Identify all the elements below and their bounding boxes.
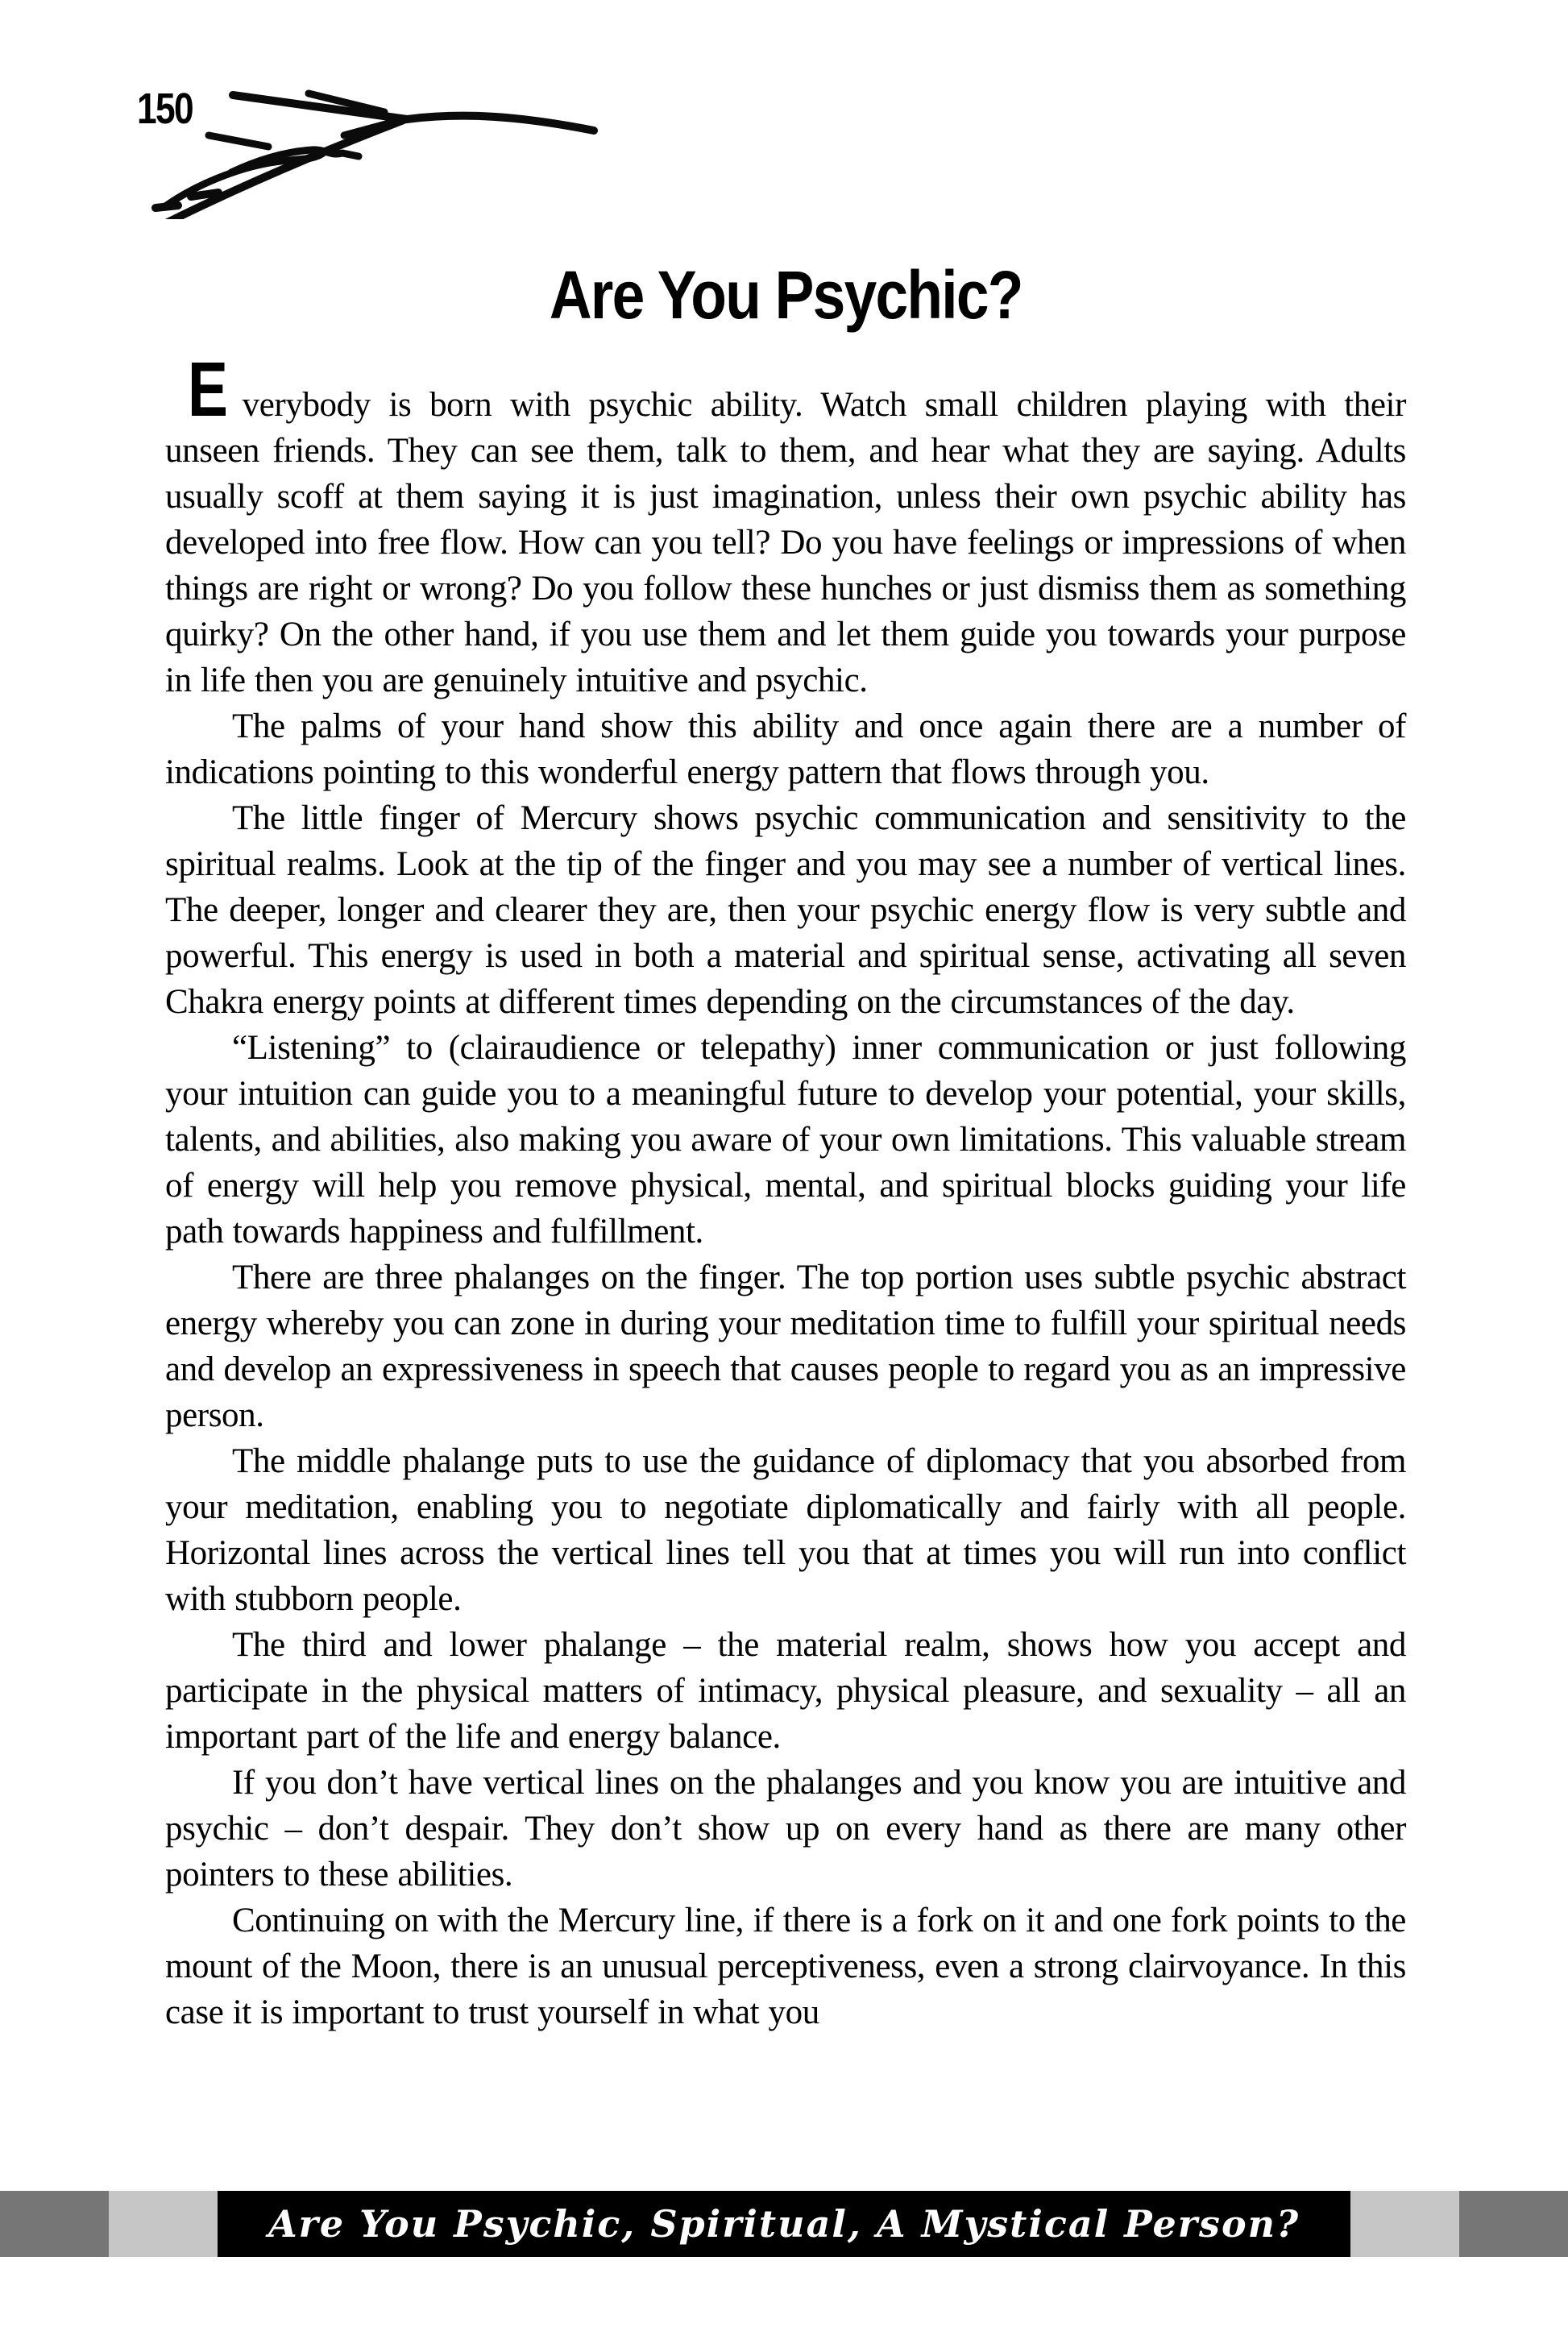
footer-edge-left-light <box>109 2191 218 2257</box>
paragraph-text: verybody is born with psychic ability. Watch small children playing with their unseen friends. They can see them, talk to them, and hear what they are saying. Adults usually scoff at them saying it is just imagination, unless their own psychic ability has developed into free flow. How can you tell? Do you have feelings or impressions of when things are right or wrong? Do you follow these hunches or just dismiss them as something quirky? On the other hand, if you use them and let them guide you towards your purpose in life then you are genuinely intuitive and psychic. <box>165 386 1406 699</box>
footer-band <box>0 2191 1568 2257</box>
footer-edge-right-dark <box>1459 2191 1568 2257</box>
article-body <box>165 256 1406 2035</box>
drop-cap: E <box>188 346 228 433</box>
body-paragraph: If you don’t have vertical lines on the phalanges and you know you are intuitive and psychic – don’t despair. They don’t show up on every hand as there are many other pointers to these abilities. <box>165 1764 1406 1894</box>
body-paragraph: Continuing on with the Mercury line, if there is a fork on it and one fork points to the mount of the Moon, there is an unusual perceptiveness, even a strong clairvoyance. In this case it is important to trust yourself in what you <box>165 1902 1406 2031</box>
body-paragraph: There are three phalanges on the finger. The top portion uses subtle psychic abstract energy whereby you can zone in during your meditation time to fulfill your spiritual needs and develop an expressiveness in speech that causes people to regard you as an impressive person. <box>165 1259 1406 1434</box>
footer-running-title: Are You Psychic, Spiritual, A Mystical Person? <box>268 2202 1300 2246</box>
footer-edge-left-dark <box>0 2191 109 2257</box>
body-paragraph: The little finger of Mercury shows psychic communication and sensitivity to the spiritual realms. Look at the tip of the finger and you may see a number of vertical lines. The deeper, longer and clearer they are, then your psychic energy flow is very subtle and powerful. This energy is used in both a material and spiritual sense, activating all seven Chakra energy points at different times depending on the circumstances of the day. <box>165 799 1406 1021</box>
body-paragraph: The palms of your hand show this ability and once again there are a number of indications pointing to this wonderful energy pattern that flows through you. <box>165 707 1406 791</box>
body-paragraph: The middle phalange puts to use the guidance of diplomacy that you absorbed from your meditation, enabling you to negotiate diplomatically and fairly with all people. Horizontal lines across the vertical lines tell you that at times you will run into conflict with stubborn people. <box>165 1442 1406 1618</box>
twig-scribble-icon <box>141 74 608 219</box>
footer-title-bar <box>218 2191 1350 2257</box>
body-paragraph <box>165 346 1406 703</box>
body-paragraph: The third and lower phalange – the material realm, shows how you accept and participate in the physical matters of intimacy, physical pleasure, and sexuality – all an important part of the life and energy balance. <box>165 1626 1406 1756</box>
page-number: 150 <box>137 85 193 133</box>
footer-edge-right-light <box>1350 2191 1459 2257</box>
page-title: Are You Psychic? <box>549 257 1023 333</box>
body-paragraph: “Listening” to (clairaudience or telepathy) inner communication or just following your intuition can guide you to a meaningful future to develop your potential, your skills, talents, and abilities, also making you aware of your own limitations. This valuable stream of energy will help you remove physical, mental, and spiritual blocks guiding your life path towards happiness and fulfillment. <box>165 1029 1406 1251</box>
